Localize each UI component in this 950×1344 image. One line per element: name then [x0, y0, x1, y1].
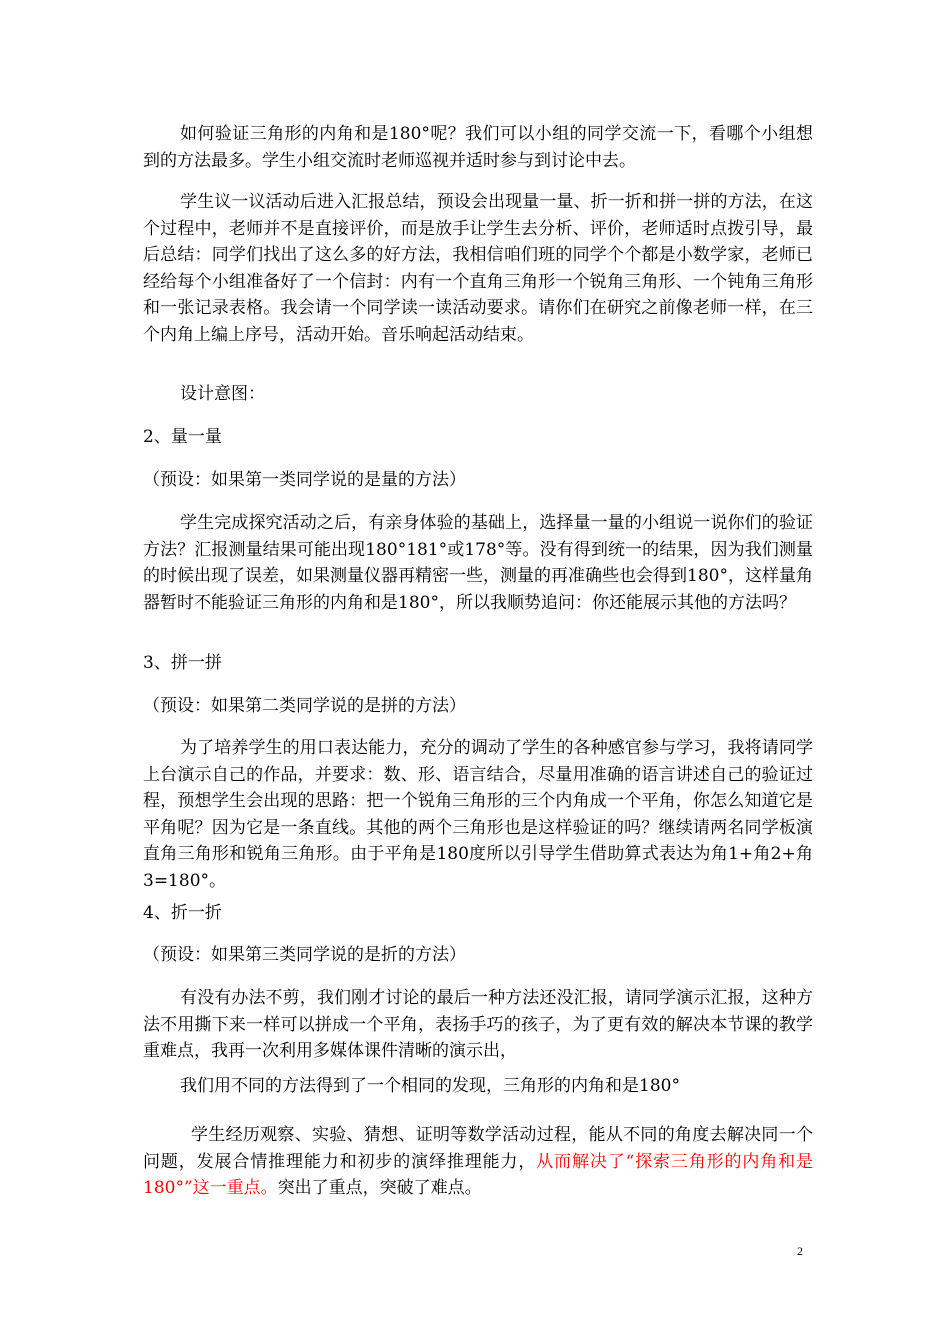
paragraph-verify-question: 如何验证三角形的内角和是180°呢？我们可以小组的同学交流一下，看哪个小组想到的方法最多。学生小组交流时老师巡视并适时参与到讨论中去。 — [143, 124, 813, 171]
section-heading-measure: 2、量一量 — [143, 427, 222, 447]
preset-piece: （预设：如果第二类同学说的是拼的方法） — [143, 696, 466, 716]
section-heading-piece: 3、拼一拼 — [143, 653, 222, 673]
section-heading-fold: 4、折一折 — [143, 903, 222, 923]
paragraph-conclusion — [143, 1122, 813, 1202]
design-intent-label: 设计意图： — [180, 384, 265, 404]
conclusion-highlight: 从而解决了“探索三角形的内角和是180°”这一重点。 — [143, 1151, 813, 1198]
preset-fold: （预设：如果第三类同学说的是折的方法） — [143, 945, 466, 965]
conclusion-text: 学生经历观察、实验、猜想、证明等数学活动过程，能从不同的角度去解决同一个问题，发展合情推理能力和初步的演绎推理能力， — [143, 1125, 813, 1172]
conclusion-end: 突出了重点，突破了难点。 — [277, 1178, 482, 1198]
paragraph-fold: 有没有办法不剪，我们刚才讨论的最后一种方法还没汇报，请同学演示汇报，这种方法不用撕下来一样可以拼成一个平角，表扬手巧的孩子，为了更有效的解决本节课的教学重难点，我再一次利用多媒体课件清晰的演示出， — [143, 988, 813, 1061]
preset-measure: （预设：如果第一类同学说的是量的方法） — [143, 470, 466, 490]
paragraph-discovery: 我们用不同的方法得到了一个相同的发现，三角形的内角和是180° — [180, 1076, 680, 1096]
paragraph-measure: 学生完成探究活动之后，有亲身体验的基础上，选择量一量的小组说一说你们的验证方法？汇报测量结果可能出现180°181°或178°等。没有得到统一的结果，因为我们测量的时候出现了误差，如果测量仪器再精密一些，测量的再准确些也会得到180°，这样量角器暂时不能验证三角形的内角和是180°，所以我顺势追问：你还能展示其他的方法吗？ — [143, 513, 813, 613]
paragraph-piece: 为了培养学生的用口表达能力，充分的调动了学生的各种感官参与学习，我将请同学上台演示自己的作品，并要求：数、形、语言结合，尽量用准确的语言讲述自己的验证过程，预想学生会出现的思路：把一个锐角三角形的三个内角成一个平角，你怎么知道它是平角呢？因为它是一条直线。其他的两个三角形也是这样验证的吗？继续请两名同学板演直角三角形和锐角三角形。由于平角是180度所以引导学生借助算式表达为角1+角2+角3=180°。 — [143, 738, 813, 891]
page-number: 2 — [797, 1244, 803, 1258]
paragraph-discussion-summary: 学生议一议活动后进入汇报总结，预设会出现量一量、折一折和拼一拼的方法，在这个过程中，老师并不是直接评价，而是放手让学生去分析、评价，老师适时点拨引导，最后总结：同学们找出了这么多的好方法，我相信咱们班的同学个个都是小数学家，老师已经给每个小组准备好了一个信封：内有一个直角三角形一个锐角三角形、一个钝角三角形和一张记录表格。我会请一个同学读一读活动要求。请你们在研究之前像老师一样，在三个内角上编上序号，活动开始。音乐响起活动结束。 — [143, 192, 813, 345]
